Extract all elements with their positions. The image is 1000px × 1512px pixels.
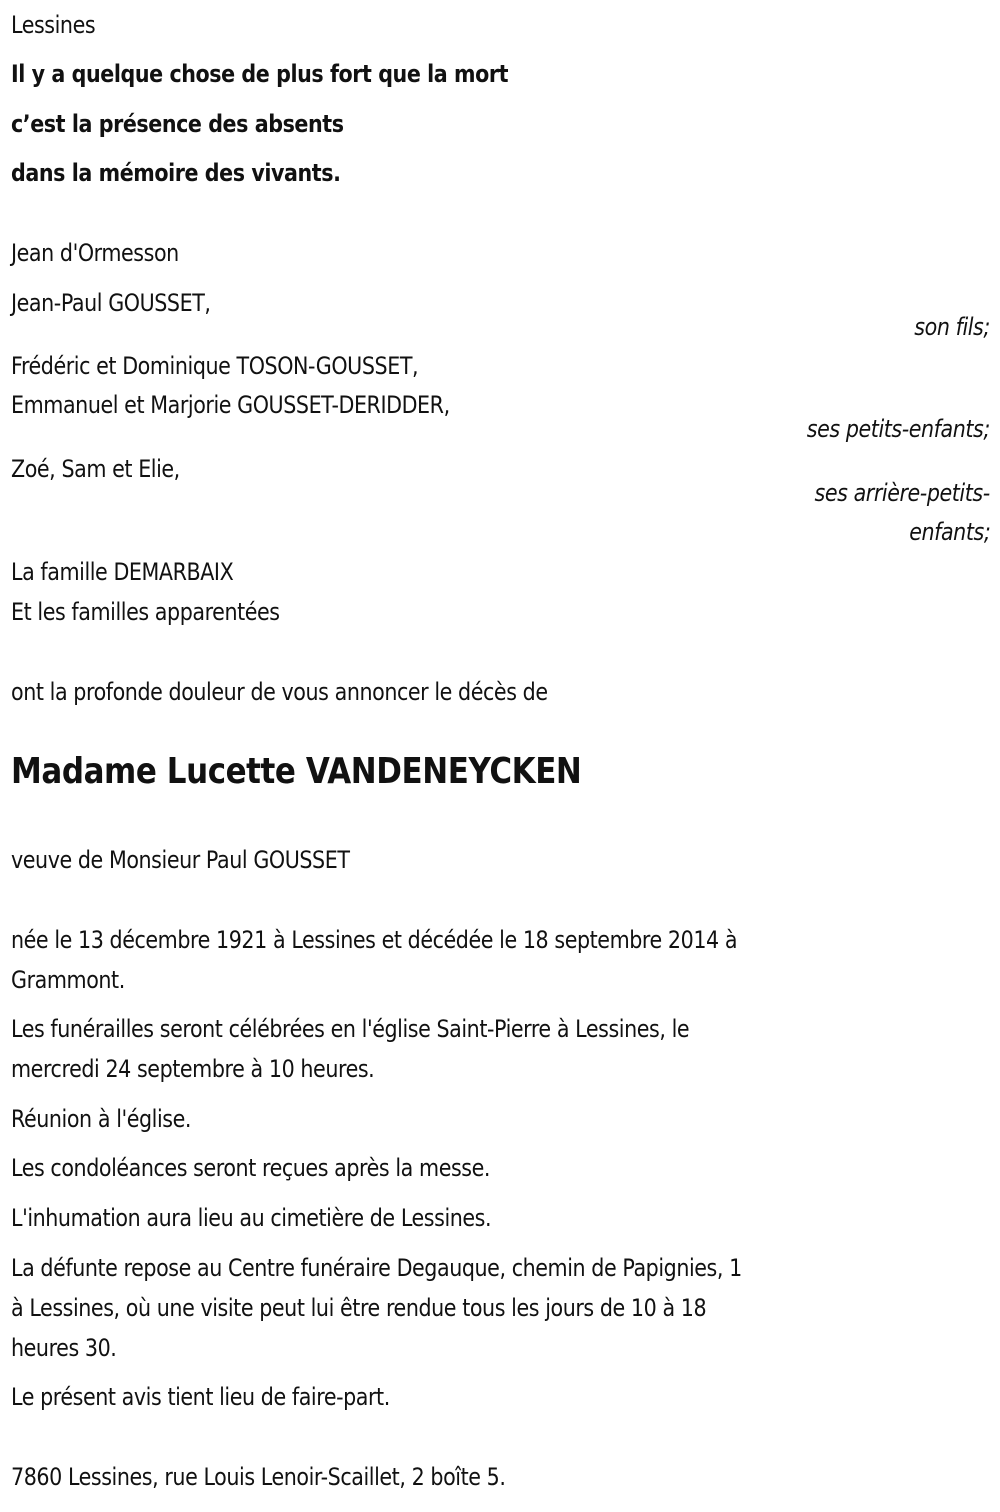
rest-line: heures 30. [11, 1334, 117, 1362]
son-name: Jean-Paul GOUSSET, [11, 289, 211, 317]
quote-line: c’est la présence des absents [11, 110, 344, 138]
grandchildren-relation: ses petits-enfants; [806, 415, 990, 443]
location-header: Lessines [11, 11, 96, 39]
notice-line: Le présent avis tient lieu de faire-part. [11, 1383, 390, 1411]
address-line: 7860 Lessines, rue Louis Lenoir-Scaillet, 2 boîte 5. [11, 1463, 506, 1491]
rest-line: à Lessines, où une visite peut lui être rendue tous les jours de 10 à 18 [11, 1294, 707, 1322]
grandchild-name: Emmanuel et Marjorie GOUSSET-DERIDDER, [11, 391, 450, 419]
great-grandchildren-relation: ses arrière-petits- [814, 479, 990, 507]
meeting-line: Réunion à l'église. [11, 1105, 192, 1133]
condolences-line: Les condoléances seront reçues après la messe. [11, 1154, 491, 1182]
birth-death-line: née le 13 décembre 1921 à Lessines et décédée le 18 septembre 2014 à [11, 926, 738, 954]
birth-death-line: Grammont. [11, 966, 125, 994]
great-grandchildren-names: Zoé, Sam et Elie, [11, 455, 180, 483]
quote-author: Jean d'Ormesson [11, 239, 179, 267]
announcement-text: ont la profonde douleur de vous annoncer le décès de [11, 678, 548, 706]
funeral-line: Les funérailles seront célébrées en l'église Saint-Pierre à Lessines, le [11, 1015, 690, 1043]
funeral-line: mercredi 24 septembre à 10 heures. [11, 1055, 375, 1083]
deceased-name: Madame Lucette VANDENEYCKEN [11, 751, 582, 792]
great-grandchildren-relation: enfants; [908, 518, 990, 546]
quote-line: Il y a quelque chose de plus fort que la mort [11, 60, 509, 88]
burial-line: L'inhumation aura lieu au cimetière de Lessines. [11, 1204, 492, 1232]
other-family: Et les familles apparentées [11, 598, 280, 626]
rest-line: La défunte repose au Centre funéraire Degauque, chemin de Papignies, 1 [11, 1254, 742, 1282]
son-relation: son fils; [914, 313, 990, 341]
grandchild-name: Frédéric et Dominique TOSON-GOUSSET, [11, 352, 419, 380]
quote-line: dans la mémoire des vivants. [11, 159, 341, 187]
other-family: La famille DEMARBAIX [11, 558, 234, 586]
spouse-info: veuve de Monsieur Paul GOUSSET [11, 846, 350, 874]
